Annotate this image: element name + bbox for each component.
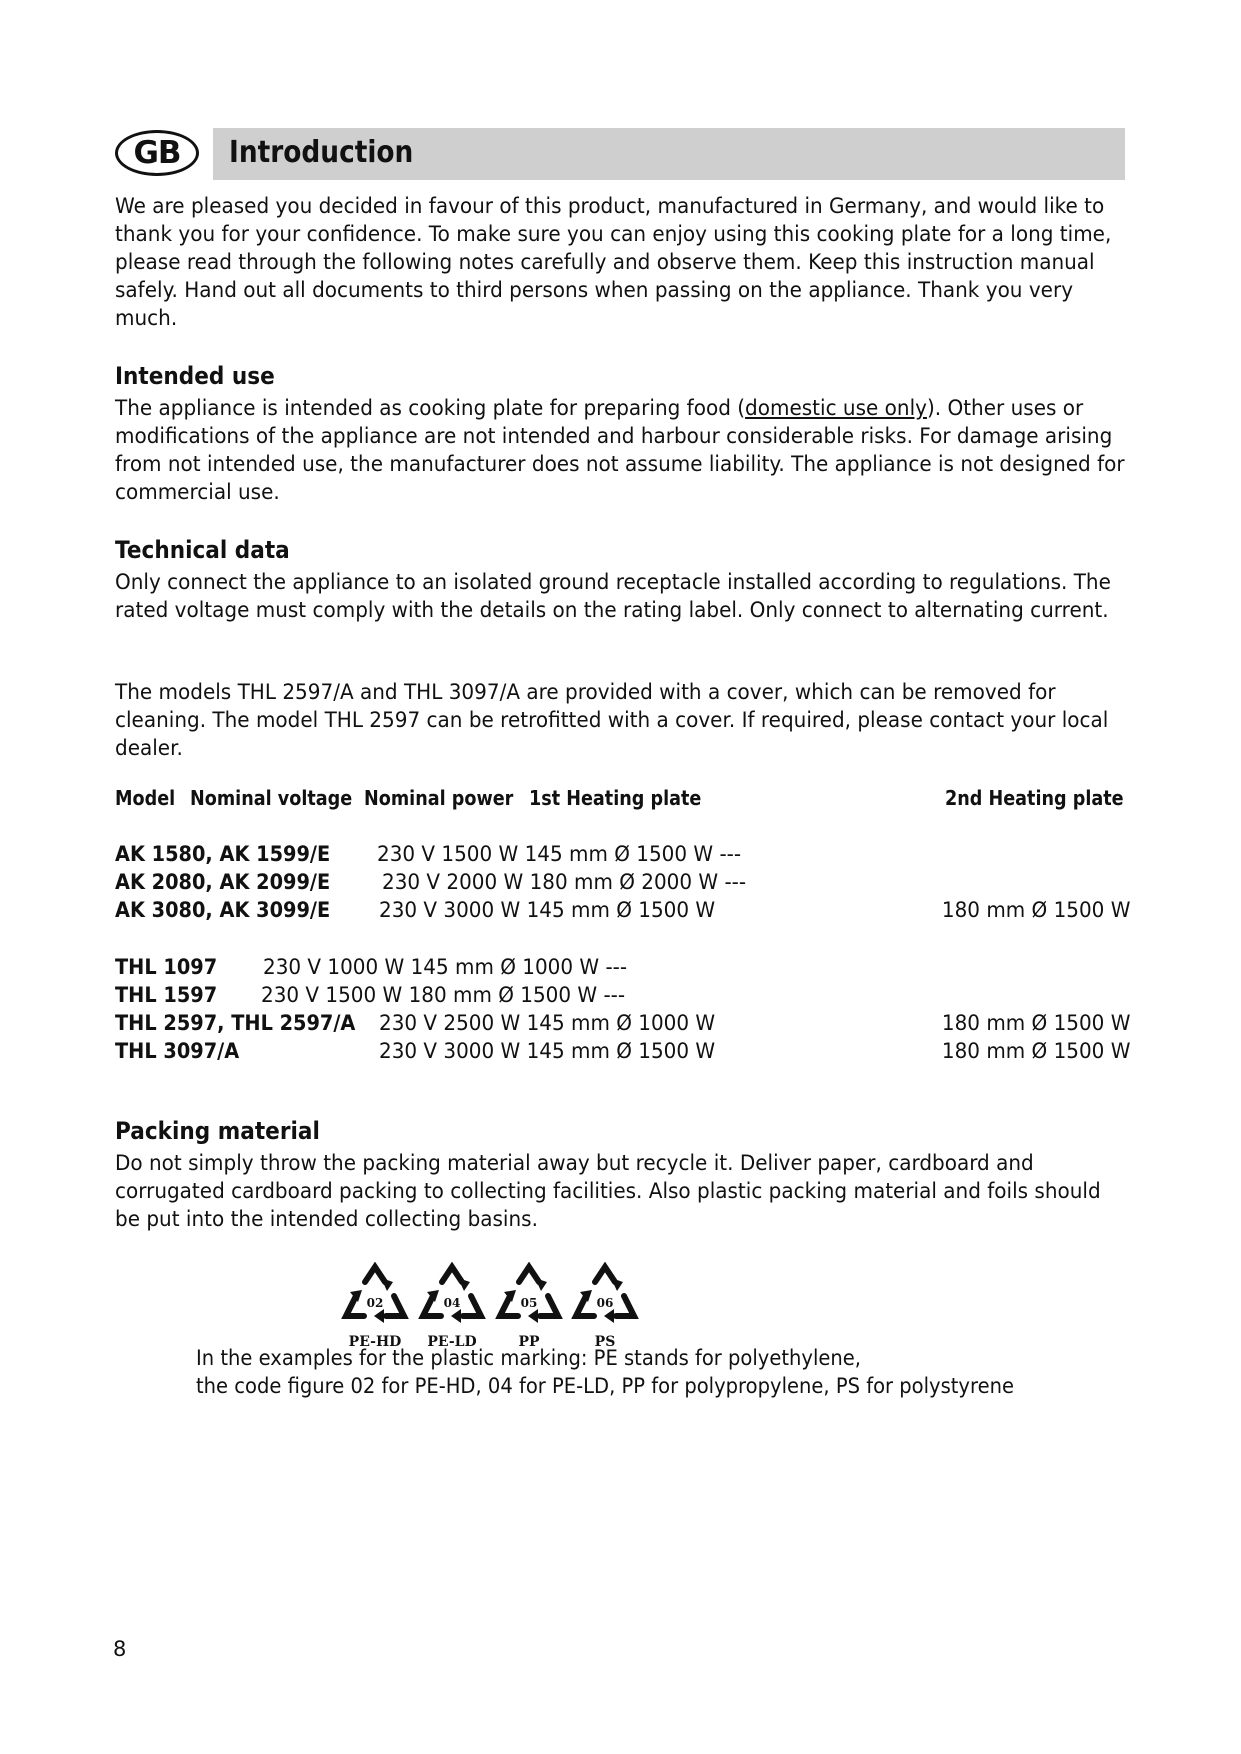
technical-data-paragraph-2: The models THL 2597/A and THL 3097/A are provided with a cover, which can be removed for cleaning. The model THL 2597 can be retrofitted with a cover. If required, please contact your local dealer.: [115, 680, 1109, 761]
row-second-plate: 180 mm Ø 1500 W: [941, 1039, 1130, 1063]
row-model: THL 1597: [115, 983, 218, 1007]
recycle-label: PE-LD: [427, 1334, 477, 1350]
recycle-label: PE-HD: [348, 1334, 402, 1350]
page-number: 8: [113, 1637, 127, 1661]
col-header-model: Model: [115, 786, 176, 810]
plastic-marking-note-line-1: In the examples for the plastic marking: PE stands for polyethylene,: [196, 1346, 862, 1370]
intended-use-paragraph: [115, 395, 1125, 507]
plastic-marking-note-line-2: the code figure 02 for PE-HD, 04 for PE-LD, PP for polypropylene, PS for polystyrene: [196, 1374, 1014, 1398]
col-header-second-plate: 2nd Heating plate: [945, 786, 1124, 810]
row-spec: 230 V 2500 W 145 mm Ø 1000 W: [379, 1011, 716, 1035]
recycle-code: 05: [520, 1296, 538, 1310]
table-row: [115, 955, 1130, 983]
recycling-symbol-pe-hd: [338, 1262, 412, 1354]
page-title: Introduction: [229, 135, 414, 170]
col-header-voltage: Nominal voltage: [190, 786, 353, 810]
intro-paragraph: We are pleased you decided in favour of this product, manufactured in Germany, and would like to thank you for your confidence. To make sure you can enjoy using this cooking plate for a long time, please read through the following notes carefully and observe them. Keep this instruction manual safely. Hand out all documents to third persons when passing on the appliance. Thank you very much.: [115, 194, 1112, 331]
recycling-symbol-pe-ld: [415, 1262, 489, 1354]
row-spec: 230 V 3000 W 145 mm Ø 1500 W: [379, 898, 716, 922]
row-second-plate: 180 mm Ø 1500 W: [941, 898, 1130, 922]
recycle-code: 02: [366, 1296, 384, 1310]
technical-data-paragraph-1: Only connect the appliance to an isolated ground receptacle installed according to regulations. The rated voltage must comply with the details on the rating label. Only connect to alternating current.: [115, 570, 1111, 623]
recycle-code: 04: [443, 1296, 461, 1310]
intended-use-text-before: The appliance is intended as cooking plate for preparing food (: [115, 396, 746, 421]
table-row: [115, 842, 1130, 870]
intended-use-text-after: ). Other uses or modifications of the appliance are not intended and harbour considerable risks. For damage arising from not intended use, the manufacturer does not assume liability. The appliance is not designed for commercial use.: [115, 396, 1125, 505]
row-spec: 230 V 1500 W 145 mm Ø 1500 W ---: [377, 842, 742, 866]
row-model: THL 2597, THL 2597/A: [115, 1011, 356, 1035]
row-model: AK 1580, AK 1599/E: [115, 842, 331, 866]
row-model: AK 3080, AK 3099/E: [115, 898, 331, 922]
recycling-symbols: [338, 1262, 648, 1354]
table-row: [115, 1039, 1130, 1067]
table-row: [115, 983, 1130, 1011]
row-model: AK 2080, AK 2099/E: [115, 870, 331, 894]
domestic-use-underlined: domestic use only: [745, 396, 927, 421]
row-model: THL 3097/A: [115, 1039, 240, 1063]
recycling-symbol-pp: [492, 1262, 566, 1354]
col-header-power: Nominal power: [364, 786, 514, 810]
col-header-first-plate: 1st Heating plate: [529, 786, 702, 810]
intended-use-heading: Intended use: [115, 362, 275, 390]
table-header-row: [115, 786, 1130, 814]
recycle-label: PP: [518, 1334, 540, 1350]
row-spec: 230 V 3000 W 145 mm Ø 1500 W: [379, 1039, 716, 1063]
table-row: [115, 1011, 1130, 1039]
title-bar: [213, 128, 1125, 180]
row-spec: 230 V 1000 W 145 mm Ø 1000 W ---: [263, 955, 628, 979]
section-header: [115, 128, 1125, 182]
language-badge: GB: [115, 130, 199, 176]
row-spec: 230 V 2000 W 180 mm Ø 2000 W ---: [382, 870, 747, 894]
table-row: [115, 898, 1130, 926]
table-row: [115, 870, 1130, 898]
row-spec: 230 V 1500 W 180 mm Ø 1500 W ---: [261, 983, 626, 1007]
recycle-label: PS: [594, 1334, 616, 1350]
recycle-code: 06: [596, 1296, 614, 1310]
technical-data-heading: Technical data: [115, 536, 290, 564]
recycling-symbol-ps: [568, 1262, 642, 1354]
packing-material-paragraph: Do not simply throw the packing material away but recycle it. Deliver paper, cardboard and corrugated cardboard packing to collecting facilities. Also plastic packing material and foils should be put into the intended collecting basins.: [115, 1151, 1101, 1232]
row-second-plate: 180 mm Ø 1500 W: [941, 1011, 1130, 1035]
row-model: THL 1097: [115, 955, 218, 979]
packing-material-heading: Packing material: [115, 1117, 320, 1145]
